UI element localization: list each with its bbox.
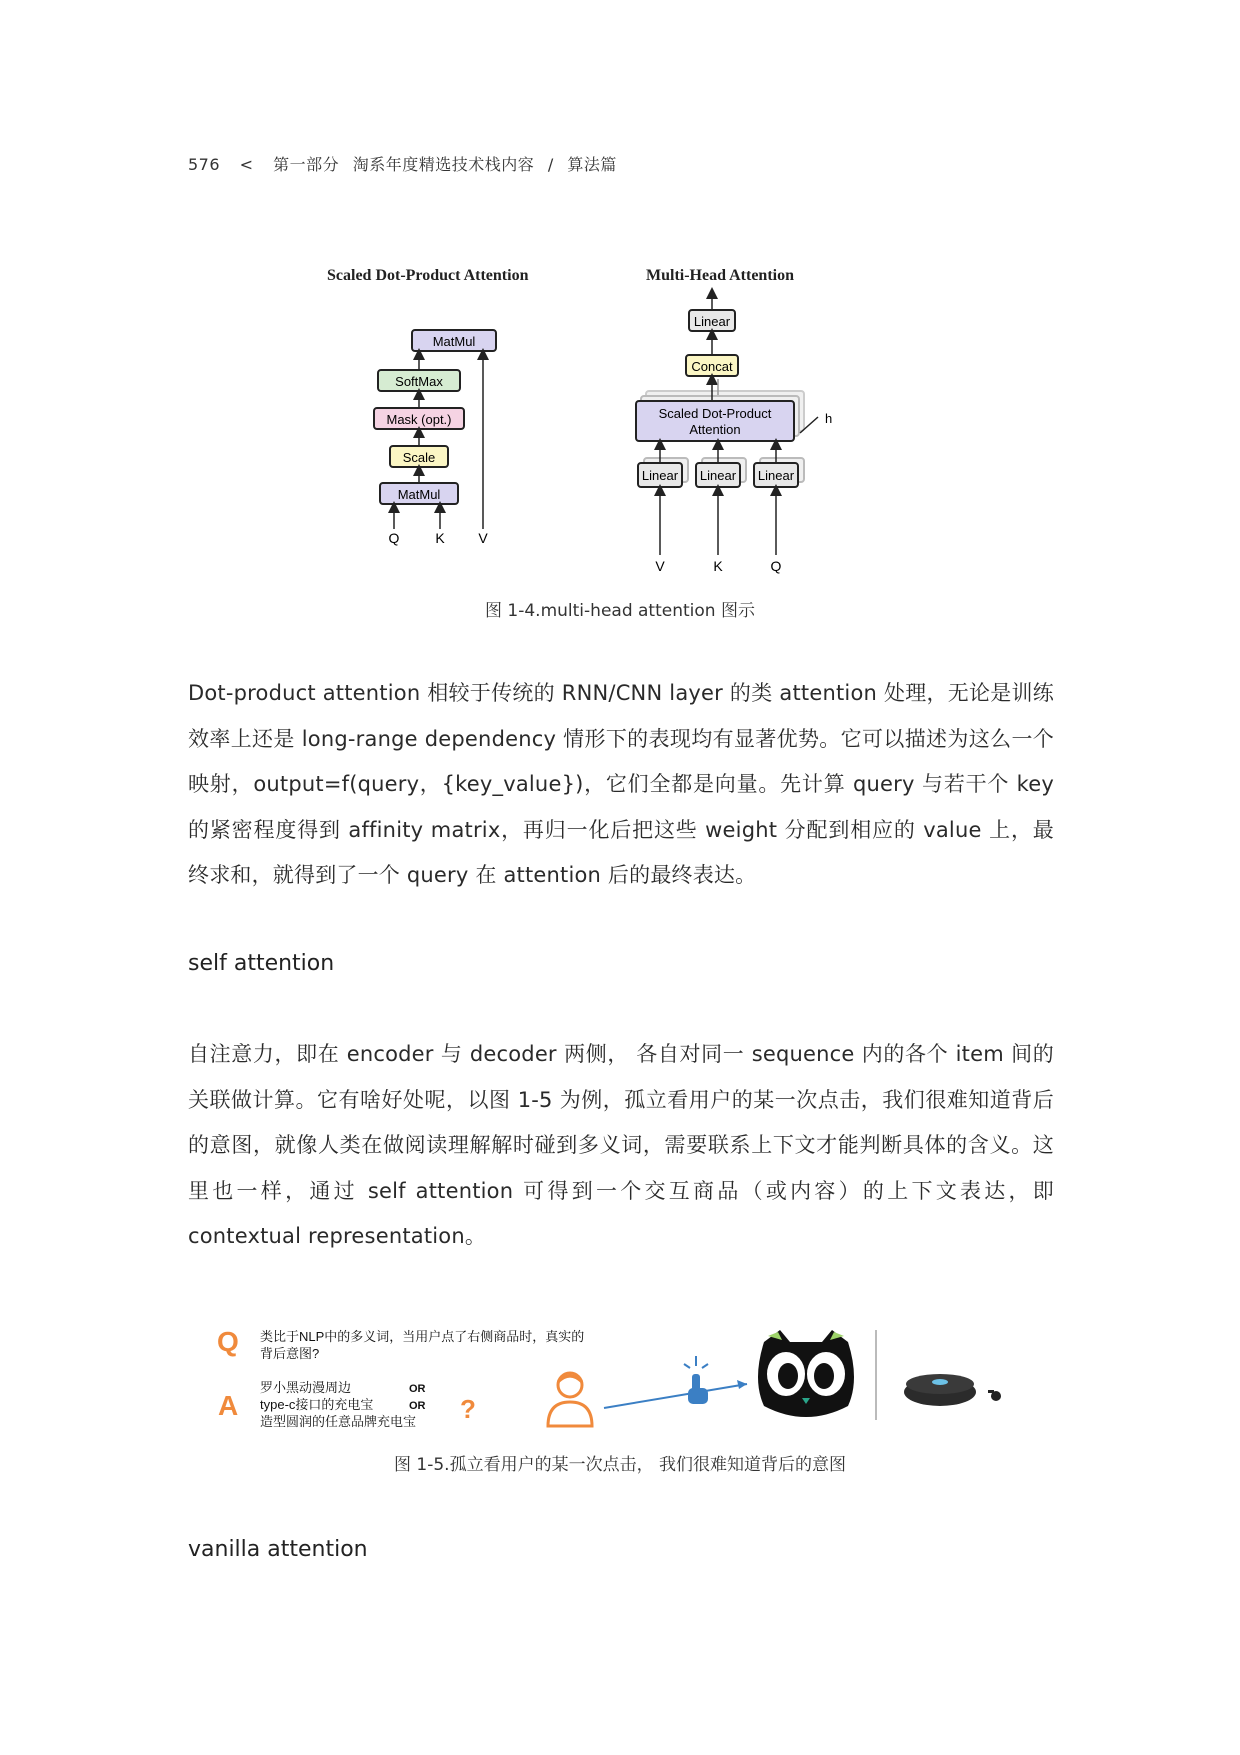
right-input-q: Q (770, 558, 782, 574)
a-text-line1: 罗小黑动漫周边 (260, 1380, 352, 1395)
left-input-v: V (478, 530, 488, 546)
linear-v-label: Linear (641, 468, 679, 483)
section-self-attention: self attention (188, 951, 335, 976)
concat-label: Concat (691, 359, 733, 374)
right-input-k: K (713, 558, 723, 574)
q-letter: Q (217, 1326, 239, 1357)
black-cat-powerbank-image (758, 1330, 854, 1417)
header-book: 淘系年度精选技术栈内容 (352, 155, 535, 174)
or-label-1: OR (409, 1383, 426, 1395)
oval-powerbank-image (904, 1374, 1001, 1406)
attention-diagram (300, 255, 940, 585)
q-text-line1: 类比于NLP中的多义词，当用户点了右侧商品时，真实的 (260, 1329, 585, 1344)
page-number: 576 (188, 155, 221, 174)
pointer-hand-icon (684, 1356, 708, 1404)
figure-1-4-caption: 图 1-4.multi-head attention 图示 (485, 601, 755, 621)
q-text-line2: 背后意图? (260, 1346, 320, 1361)
sdpa-label-line2: Attention (689, 422, 741, 437)
linear-q-label: Linear (757, 468, 795, 483)
header-section: 算法篇 (567, 155, 617, 174)
header-slash: / (547, 155, 554, 174)
scale-label: Scale (402, 450, 436, 465)
click-arrow-head (737, 1380, 747, 1389)
softmax-label: SoftMax (395, 374, 443, 389)
click-intent-figure (212, 1322, 1032, 1440)
header-separator: < (239, 155, 254, 174)
matmul-top-label: MatMul (432, 334, 476, 349)
paragraph-self-attention: 自注意力，即在 encoder 与 decoder 两侧， 各自对同一 sequence 内的各个 item 间的关联做计算。它有啥好处呢，以图 1-5 为例，孤立看用户的某一次点击，我们很难知道背后的意图，就像人类在做阅读理解解时碰到多义词，需要联系上下文才能判断具体的含义。这里也一样，通过 self attention 可得到一个交互商品（或内容）的上下文表达，即 contextual representation。 (188, 1042, 1054, 1248)
sdpa-title: Scaled Dot-Product Attention (327, 267, 529, 284)
mha-title: Multi-Head Attention (646, 267, 794, 284)
a-text-line3: 造型圆润的任意品牌充电宝 (260, 1414, 417, 1429)
linear-k-label: Linear (699, 468, 737, 483)
left-input-k: K (435, 530, 445, 546)
running-header (188, 152, 631, 175)
sdpa-label-line1: Scaled Dot-Product (658, 406, 772, 421)
user-icon (548, 1373, 592, 1426)
or-label-2: OR (409, 1400, 426, 1412)
a-letter: A (218, 1390, 239, 1421)
linear-top-label: Linear (693, 314, 731, 329)
section-vanilla-attention: vanilla attention (188, 1537, 368, 1562)
click-arrow (604, 1384, 747, 1408)
mask-label: Mask (opt.) (386, 412, 452, 427)
paragraph-dot-product: Dot-product attention 相较于传统的 RNN/CNN layer 的类 attention 处理，无论是训练效率上还是 long-range dependency 情形下的表现均有显著优势。它可以描述为这么一个映射，output=f(query，{key_value})，它们全都是向量。先计算 query 与若干个 key 的紧密程度得到 affinity matrix，再归一化后把这些 weight 分配到相应的 value 上，最终求和，就得到了一个 query 在 attention 后的最终表达。 (188, 681, 1054, 887)
matmul-bottom-label: MatMul (397, 487, 441, 502)
left-input-q: Q (388, 530, 400, 546)
h-label: h (825, 411, 833, 426)
figure-1-5-caption: 图 1-5.孤立看用户的某一次点击， 我们很难知道背后的意图 (394, 1455, 846, 1475)
header-part: 第一部分 (273, 155, 340, 174)
right-input-v: V (655, 558, 665, 574)
a-text-line2: type-c接口的充电宝 (260, 1397, 374, 1412)
question-mark: ? (460, 1394, 476, 1424)
